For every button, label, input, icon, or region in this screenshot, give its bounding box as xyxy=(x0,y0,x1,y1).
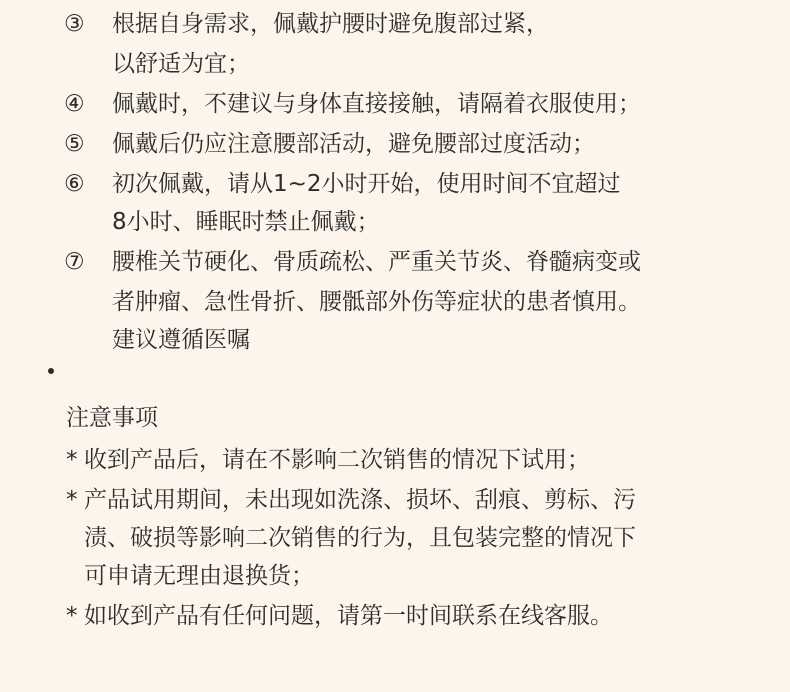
item-text: 佩戴时，不建议与身体直接接触，请隔着衣服使用； xyxy=(112,91,641,117)
note-text: 如收到产品有任何问题，请第一时间联系在线客服。 xyxy=(84,603,613,629)
notes-title: 注意事项 xyxy=(66,405,158,431)
item-text: 者肿瘤、急性骨折、腰骶部外伤等症状的患者慎用。 xyxy=(112,289,641,315)
item-text: 8小时、睡眠时禁止佩戴； xyxy=(112,209,380,235)
item-number: ③ xyxy=(64,11,85,37)
note-text: 可申请无理由退换货； xyxy=(84,563,314,589)
item-text: 佩戴后仍应注意腰部活动，避免腰部过度活动； xyxy=(112,131,595,157)
item-text: 以舒适为宜； xyxy=(112,51,250,77)
asterisk-marker: * xyxy=(66,603,78,629)
item-number: ⑤ xyxy=(64,131,85,157)
asterisk-marker: * xyxy=(66,487,78,513)
item-number: ⑦ xyxy=(64,249,85,275)
bullet-icon xyxy=(48,368,54,374)
item-text: 建议遵循医嘱 xyxy=(112,327,250,353)
item-number: ④ xyxy=(64,91,85,117)
note-text: 渍、破损等影响二次销售的行为，且包装完整的情况下 xyxy=(84,525,636,551)
note-text: 产品试用期间，未出现如洗涤、损坏、刮痕、剪标、污 xyxy=(84,487,636,513)
item-text: 初次佩戴，请从1~2小时开始，使用时间不宜超过 xyxy=(112,171,621,197)
item-number: ⑥ xyxy=(64,171,85,197)
note-text: 收到产品后，请在不影响二次销售的情况下试用； xyxy=(84,447,590,473)
item-text: 根据自身需求，佩戴护腰时避免腹部过紧， xyxy=(112,11,549,37)
asterisk-marker: * xyxy=(66,447,78,473)
item-text: 腰椎关节硬化、骨质疏松、严重关节炎、脊髓病变或 xyxy=(112,249,641,275)
